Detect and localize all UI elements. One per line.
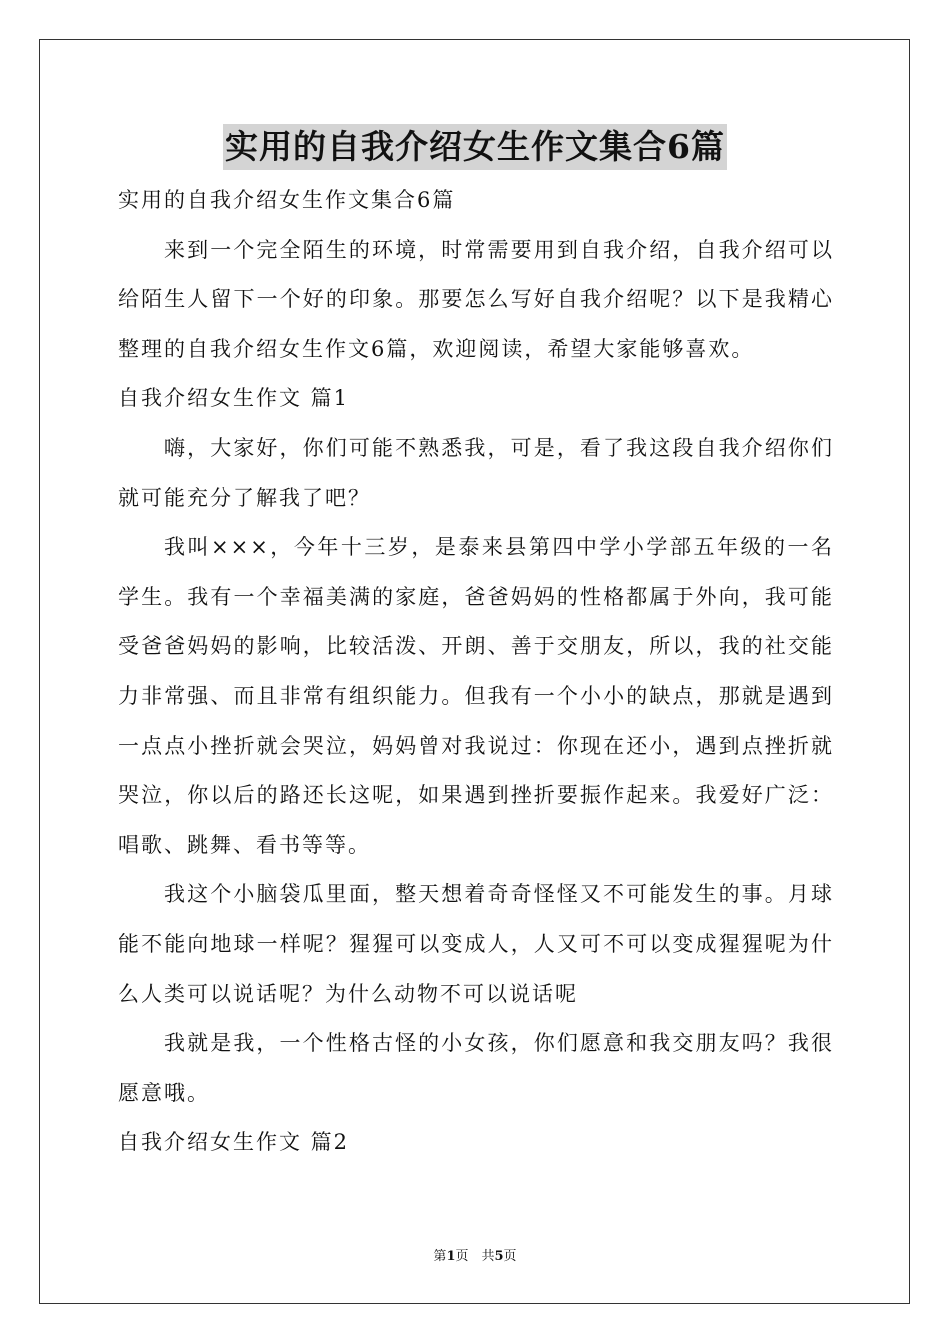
paragraph: 我这个小脑袋瓜里面，整天想着奇奇怪怪又不可能发生的事。月球能不能向地球一样呢？猩猩可以变成人，人又可不可以变成猩猩呢为什么人类可以说话呢？为什么动物不可以说话呢 <box>118 882 834 1006</box>
paragraph: 实用的自我介绍女生作文集合6篇 <box>118 188 456 212</box>
document-body <box>118 176 834 1168</box>
paragraph: 来到一个完全陌生的环境，时常需要用到自我介绍，自我介绍可以给陌生人留下一个好的印象。那要怎么写好自我介绍呢？以下是我精心整理的自我介绍女生作文6篇，欢迎阅读，希望大家能够喜欢。 <box>118 237 834 361</box>
document-title: 实用的自我介绍女生作文集合6篇 <box>223 124 727 170</box>
page-total: 5 <box>494 1249 504 1264</box>
page-label-mid: 页 共 <box>455 1249 495 1264</box>
page-footer <box>0 1245 950 1264</box>
page-label-suffix: 页 <box>503 1249 517 1264</box>
paragraph: 我叫×××，今年十三岁，是泰来县第四中学小学部五年级的一名学生。我有一个幸福美满的家庭，爸爸妈妈的性格都属于外向，我可能受爸爸妈妈的影响，比较活泼、开朗、善于交朋友，所以，我的社交能力非常强、而且非常有组织能力。但我有一个小小的缺点，那就是遇到一点点小挫折就会哭泣，妈妈曾对我说过：你现在还小，遇到点挫折就哭泣，你以后的路还长这呢，如果遇到挫折要振作起来。我爱好广泛：唱歌、跳舞、看书等等。 <box>118 535 834 857</box>
paragraph: 我就是我，一个性格古怪的小女孩，你们愿意和我交朋友吗？我很愿意哦。 <box>118 1031 834 1105</box>
page-label-prefix: 第 <box>433 1249 447 1264</box>
section-heading: 自我介绍女生作文 篇1 <box>118 386 350 411</box>
paragraph: 嗨，大家好，你们可能不熟悉我，可是，看了我这段自我介绍你们就可能充分了解我了吧？ <box>118 435 834 510</box>
title-area <box>0 124 950 170</box>
page-current: 1 <box>446 1249 456 1264</box>
section-heading: 自我介绍女生作文 篇2 <box>118 1130 350 1155</box>
